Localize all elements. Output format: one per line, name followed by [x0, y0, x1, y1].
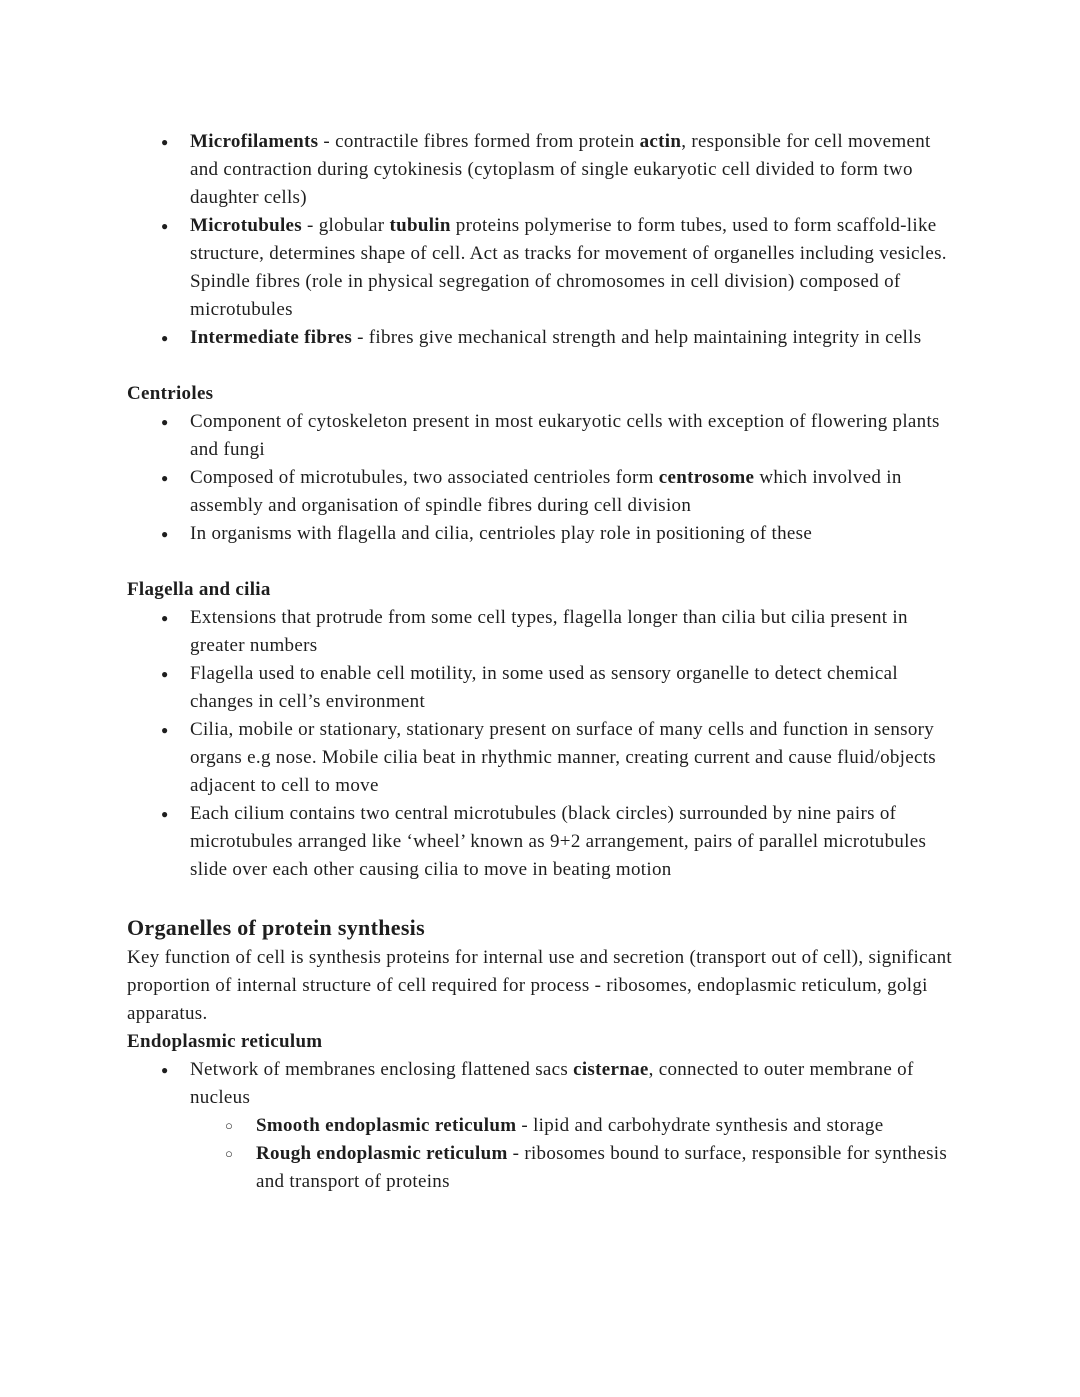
- bold-text-segment: cisternae: [573, 1059, 649, 1080]
- list-item-text: [190, 467, 902, 516]
- hollow-bullet-marker-icon: ○: [225, 1146, 233, 1161]
- text-segment: Component of cytoskeleton present in most eukaryotic cells with exception of flowering plants and fungi: [190, 411, 940, 460]
- text-segment: Composed of microtubules, two associated centrioles form: [190, 467, 659, 488]
- bold-text-segment: Smooth endoplasmic reticulum: [256, 1115, 517, 1136]
- document-content: [127, 128, 953, 1196]
- bold-text-segment: Endoplasmic reticulum: [127, 1031, 323, 1052]
- list-item: [127, 1056, 953, 1112]
- text-segment: In organisms with flagella and cilia, centrioles play role in positioning of these: [190, 523, 813, 544]
- bold-text-segment: Rough endoplasmic reticulum: [256, 1143, 508, 1164]
- text-segment: Key function of cell is synthesis proteins for internal use and secretion (transport out of cell), significant proportion of internal structure of cell required for process - ribosomes, endoplasmic reticulum, golgi apparatus.: [127, 947, 952, 1024]
- bullet-marker-icon: ●: [161, 527, 169, 541]
- text-segment: - contractile fibres formed from protein: [318, 131, 640, 152]
- bullet-list: [127, 1056, 953, 1196]
- text-segment: , responsible for cell movement and contraction during cytokinesis (cytoplasm of single eukaryotic cell divided to form two daughter cells): [190, 131, 931, 208]
- list-item-text: [190, 131, 931, 208]
- list-item: [127, 464, 953, 520]
- list-item: [127, 604, 953, 660]
- bullet-marker-icon: ●: [161, 135, 169, 149]
- bold-text-segment: tubulin: [389, 215, 451, 236]
- bullet-marker-icon: ●: [161, 723, 169, 737]
- text-segment: Each cilium contains two central microtubules (black circles) surrounded by nine pairs of microtubules arranged like ‘wheel’ known as 9+2 arrangement, pairs of parallel microtubules slide over each other causing cilia to move in beating motion: [190, 803, 927, 880]
- bullet-marker-icon: ●: [161, 415, 169, 429]
- text-segment: Flagella used to enable cell motility, in some used as sensory organelle to detect chemical changes in cell’s environment: [190, 663, 898, 712]
- bold-text-segment: Microtubules: [190, 215, 302, 236]
- bullet-list: [127, 128, 953, 352]
- bullet-marker-icon: ●: [161, 667, 169, 681]
- list-item-text: [190, 523, 812, 544]
- blank-line: [127, 352, 953, 380]
- list-item-text: [190, 719, 936, 796]
- text-segment: - fibres give mechanical strength and help maintaining integrity in cells: [352, 327, 922, 348]
- list-item: [127, 1112, 953, 1140]
- text-segment: Extensions that protrude from some cell types, flagella longer than cilia but cilia present in greater numbers: [190, 607, 908, 656]
- blank-line: [127, 548, 953, 576]
- text-segment: - globular: [301, 215, 390, 236]
- bold-text-segment: Organelles of protein synthesis: [127, 915, 425, 940]
- list-item: [127, 660, 953, 716]
- list-item: [127, 212, 953, 324]
- bullet-marker-icon: ●: [161, 331, 169, 345]
- text-segment: - lipid and carbohydrate synthesis and storage: [516, 1115, 884, 1136]
- text-segment: proteins polymerise to form tubes, used to form scaffold-like structure, determines shape of cell. Act as tracks for movement of organelles including vesicles. Spindle fibres (role in physical segregation of chromosomes in cell division) composed of microtubules: [190, 215, 947, 320]
- list-item-text: [190, 803, 926, 880]
- text-segment: which involved in assembly and organisation of spindle fibres during cell division: [190, 467, 902, 516]
- subsection-heading: [127, 1028, 953, 1056]
- bold-text-segment: Microfilaments: [190, 131, 319, 152]
- bold-text-segment: Centrioles: [127, 383, 214, 404]
- subsection-heading: [127, 576, 953, 604]
- bullet-marker-icon: ●: [161, 807, 169, 821]
- subsection-heading: [127, 380, 953, 408]
- list-item-text: [256, 1115, 883, 1136]
- list-item-text: [190, 663, 898, 712]
- bullet-list: [127, 408, 953, 548]
- section-heading: [127, 912, 953, 944]
- list-item-text: [190, 1059, 914, 1108]
- hollow-bullet-marker-icon: ○: [225, 1118, 233, 1133]
- text-segment: , connected to outer membrane of nucleus: [190, 1059, 914, 1108]
- bold-text-segment: Intermediate fibres: [190, 327, 353, 348]
- list-item: [127, 1140, 953, 1196]
- blank-line: [127, 884, 953, 912]
- list-item-text: [190, 607, 908, 656]
- bullet-marker-icon: ●: [161, 611, 169, 625]
- list-item: [127, 324, 953, 352]
- list-item-text: [190, 411, 940, 460]
- bullet-list: [127, 604, 953, 884]
- text-segment: Cilia, mobile or stationary, stationary present on surface of many cells and function in sensory organs e.g nose. Mobile cilia beat in rhythmic manner, creating current and cause fluid/objects adjacent to cell to move: [190, 719, 936, 796]
- paragraph: [127, 944, 953, 1028]
- bold-text-segment: actin: [639, 131, 682, 152]
- bullet-marker-icon: ●: [161, 219, 169, 233]
- bullet-marker-icon: ●: [161, 471, 169, 485]
- list-item: [127, 128, 953, 212]
- text-segment: Network of membranes enclosing flattened sacs: [190, 1059, 574, 1080]
- text-segment: - ribosomes bound to surface, responsible for synthesis and transport of proteins: [256, 1143, 948, 1192]
- list-item-text: [256, 1143, 947, 1192]
- bold-text-segment: Flagella and cilia: [127, 579, 271, 600]
- list-item: [127, 800, 953, 884]
- list-item: [127, 408, 953, 464]
- list-item: [127, 520, 953, 548]
- bullet-marker-icon: ●: [161, 1063, 169, 1077]
- list-item-text: [190, 215, 947, 320]
- list-item-text: [190, 327, 921, 348]
- bold-text-segment: centrosome: [658, 467, 755, 488]
- list-item: [127, 716, 953, 800]
